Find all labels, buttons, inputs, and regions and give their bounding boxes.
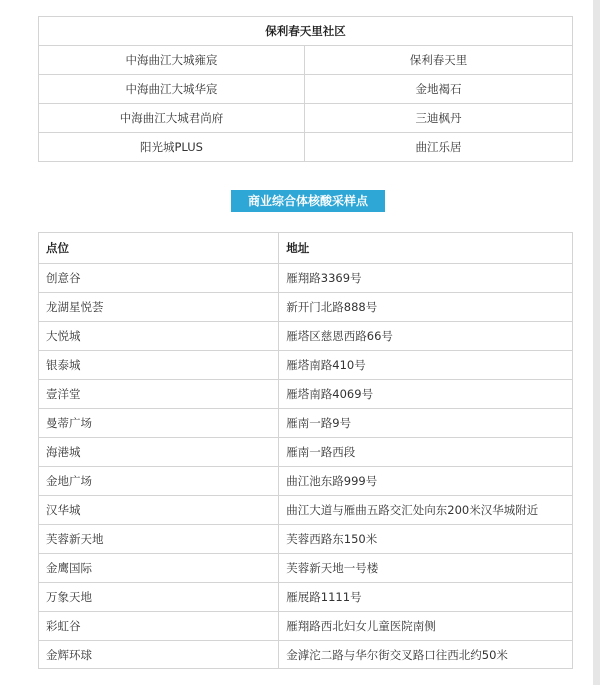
location-cell: 海港城: [39, 438, 279, 467]
address-cell: 雁翔路3369号: [279, 264, 573, 293]
table-row: [39, 104, 573, 133]
community-table-title: 保利春天里社区: [39, 17, 573, 46]
community-name: 中海曲江大城雍宸: [39, 46, 305, 75]
table-row: [39, 46, 573, 75]
location-cell: 创意谷: [39, 264, 279, 293]
table-row: [39, 641, 573, 669]
community-title-row: [39, 17, 573, 46]
location-cell: 金地广场: [39, 467, 279, 496]
address-cell: 芙蓉西路东150米: [279, 525, 573, 554]
sampling-points-table: [38, 232, 573, 669]
section-heading: 商业综合体核酸采样点: [231, 190, 385, 212]
table-row: [39, 438, 573, 467]
location-cell: 万象天地: [39, 583, 279, 612]
location-cell: 龙湖星悦荟: [39, 293, 279, 322]
location-cell: 银泰城: [39, 351, 279, 380]
community-name: 中海曲江大城华宸: [39, 75, 305, 104]
community-name: 三迪枫丹: [305, 104, 573, 133]
table-row: [39, 264, 573, 293]
table-row: [39, 293, 573, 322]
address-cell: 雁南一路西段: [279, 438, 573, 467]
scrollbar-edge: [593, 0, 600, 685]
location-cell: 汉华城: [39, 496, 279, 525]
table-row: [39, 409, 573, 438]
table-row: [39, 583, 573, 612]
community-name: 曲江乐居: [305, 133, 573, 162]
table-row: [39, 351, 573, 380]
community-name: 阳光城PLUS: [39, 133, 305, 162]
community-name: 保利春天里: [305, 46, 573, 75]
table-row: [39, 612, 573, 641]
address-cell: 雁塔南路410号: [279, 351, 573, 380]
location-cell: 大悦城: [39, 322, 279, 351]
location-cell: 金鹰国际: [39, 554, 279, 583]
address-cell: 雁展路1111号: [279, 583, 573, 612]
table-row: [39, 322, 573, 351]
address-cell: 雁南一路9号: [279, 409, 573, 438]
address-cell: 新开门北路888号: [279, 293, 573, 322]
table-row: [39, 133, 573, 162]
address-cell: 雁塔区慈恩西路66号: [279, 322, 573, 351]
column-header-address: 地址: [279, 233, 573, 264]
location-cell: 芙蓉新天地: [39, 525, 279, 554]
table-row: [39, 496, 573, 525]
table-row: [39, 467, 573, 496]
community-name: 中海曲江大城君尚府: [39, 104, 305, 133]
address-cell: 雁塔南路4069号: [279, 380, 573, 409]
table-row: [39, 525, 573, 554]
table-header-row: [39, 233, 573, 264]
table-row: [39, 554, 573, 583]
address-cell: 曲江大道与雁曲五路交汇处向东200米汉华城附近: [279, 496, 573, 525]
address-cell: 雁翔路西北妇女儿童医院南侧: [279, 612, 573, 641]
table-row: [39, 380, 573, 409]
column-header-location: 点位: [39, 233, 279, 264]
location-cell: 金辉环球: [39, 641, 279, 669]
address-cell: 芙蓉新天地一号楼: [279, 554, 573, 583]
table-row: [39, 75, 573, 104]
community-name: 金地褐石: [305, 75, 573, 104]
community-table: [38, 16, 573, 162]
address-cell: 金滹沱二路与华尔街交叉路口往西北约50米: [279, 641, 573, 669]
address-cell: 曲江池东路999号: [279, 467, 573, 496]
location-cell: 壹洋堂: [39, 380, 279, 409]
location-cell: 彩虹谷: [39, 612, 279, 641]
location-cell: 曼蒂广场: [39, 409, 279, 438]
